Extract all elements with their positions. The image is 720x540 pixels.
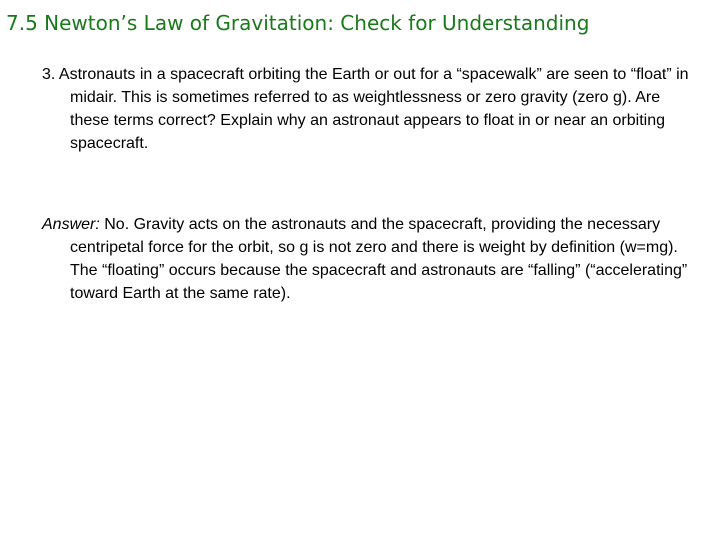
answer-text: No. Gravity acts on the astronauts and the spacecraft, providing the necessary centripetal force for the orbit, so g is not zero and there is weight by definition (w=mg). The “floating” occurs because the spacecraft and astronauts are “falling” (“accelerating” toward Earth at the same rate).	[70, 216, 688, 302]
answer-block	[42, 213, 692, 305]
answer-label: Answer:	[42, 216, 100, 233]
slide-title: 7.5 Newton’s Law of Gravitation: Check for Understanding	[6, 11, 590, 35]
question-text: 3. Astronauts in a spacecraft orbiting the Earth or out for a “spacewalk” are seen to “float” in midair. This is sometimes referred to as weightlessness or zero gravity (zero g). Are these terms correct? Explain why an astronaut appears to float in or near an orbiting spacecraft.	[42, 66, 689, 152]
